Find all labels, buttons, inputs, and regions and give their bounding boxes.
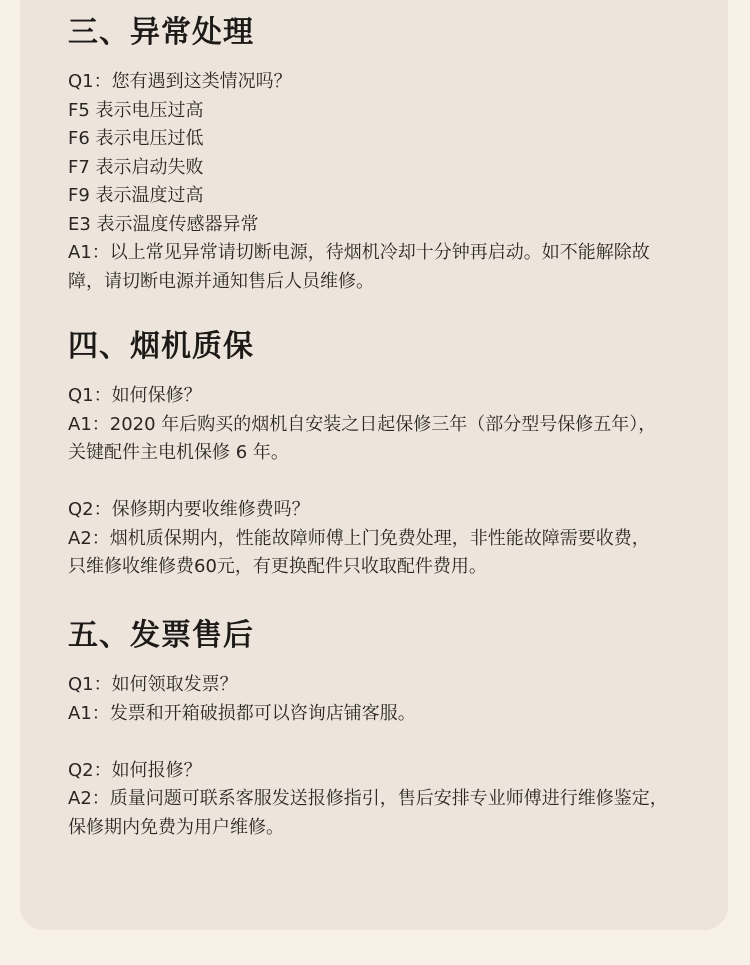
error-code-line: F5 表示电压过高: [68, 99, 204, 121]
answer-line: 保修期内免费为用户维修。: [68, 816, 284, 838]
section-body-warranty: [68, 382, 656, 582]
answer-line: A1：发票和开箱破损都可以咨询店铺客服。: [68, 702, 416, 724]
answer-line: 关键配件主电机保修 6 年。: [68, 442, 289, 463]
question-line: Q2：如何报修？: [68, 759, 202, 781]
question-line: Q1：如何保修？: [68, 385, 202, 406]
section-title-invoice: 五、发票售后: [68, 618, 254, 653]
section-body-exceptions: [68, 68, 650, 296]
question-line: Q1：您有遇到这类情况吗？: [68, 71, 292, 92]
answer-line: A1：2020 年后购买的烟机自安装之日起保修三年（部分型号保修五年），: [68, 413, 657, 435]
answer-line: A2：质量问题可联系客服发送报修指引，售后安排专业师傅进行维修鉴定，: [68, 788, 668, 809]
spacer: [68, 728, 668, 757]
question-line: Q1：如何领取发票？: [68, 674, 238, 695]
error-code-line: F9 表示温度过高: [68, 185, 204, 206]
question-line: Q2：保修期内要收维修费吗？: [68, 499, 310, 520]
error-code-line: F6 表示电压过低: [68, 128, 204, 149]
answer-line: A1：以上常见异常请切断电源，待烟机冷却十分钟再启动。如不能解除故: [68, 242, 650, 263]
answer-line: 障，请切断电源并通知售后人员维修。: [68, 270, 374, 292]
section-title-exceptions: 三、异常处理: [68, 15, 254, 50]
error-code-line: E3 表示温度传感器异常: [68, 213, 259, 235]
section-body-invoice: [68, 671, 668, 842]
error-code-line: F7 表示启动失败: [68, 156, 204, 178]
section-title-warranty: 四、烟机质保: [68, 329, 254, 364]
spacer: [68, 468, 656, 497]
answer-line: 只维修收维修费60元，有更换配件只收取配件费用。: [68, 556, 487, 577]
answer-line: A2：烟机质保期内，性能故障师傅上门免费处理，非性能故障需要收费，: [68, 527, 650, 549]
